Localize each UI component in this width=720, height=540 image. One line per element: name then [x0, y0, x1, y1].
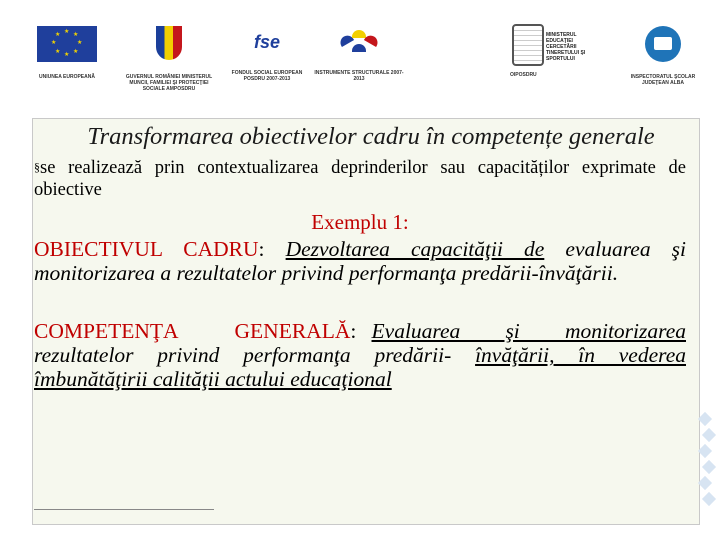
logo-caption: GUVERNUL ROMÂNIEI MINISTERUL MUNCII, FAMILIEI ŞI PROTECŢIEI SOCIALE AMPOSDRU	[125, 74, 213, 92]
logo-caption: INSPECTORATUL ŞCOLAR JUDEŢEAN ALBA	[630, 74, 696, 86]
competence-paragraph	[34, 319, 686, 391]
objective-text: evaluarea şi monitorizarea a rezultatelor privind performanţa predării-învăţării.	[34, 237, 687, 285]
logo-caption: INSTRUMENTE STRUCTURALE 2007-2013	[314, 70, 404, 82]
slide-content	[34, 118, 686, 391]
bullet-text: se realizează prin contextualizarea deprinderilor sau capacităților exprimate de obiective	[34, 158, 686, 200]
slide-title: Transformarea obiectivelor cadru în competențe generale	[87, 123, 655, 150]
logo-caption: UNIUNEA EUROPEANĂ	[39, 74, 95, 80]
objective-colon: :	[258, 237, 265, 261]
logo-bar	[0, 0, 720, 118]
ministry-building-icon	[512, 24, 544, 66]
ministry-name: MINISTERUL EDUCAŢIEI CERCETĂRII TINERETULUI ŞI SPORTULUI	[546, 32, 586, 62]
example-heading: Exemplu 1:	[311, 210, 409, 234]
competence-label: COMPETENŢA GENERALĂ	[34, 319, 351, 343]
government-crest-logo	[124, 22, 214, 92]
competence-highlight-2: învăţării, în vederea îmbunătăţirii calităţii actului educaţional	[34, 343, 686, 391]
structural-instruments-logo	[314, 22, 404, 82]
objective-paragraph	[34, 237, 686, 285]
decorative-diamonds	[700, 414, 716, 524]
bullet-point	[34, 156, 686, 201]
competence-colon: :	[350, 319, 357, 343]
logo-caption: FONDUL SOCIAL EUROPEAN POSDRU 2007-2013	[231, 70, 303, 82]
coat-of-arms-icon	[156, 26, 182, 60]
open-book-icon	[645, 26, 681, 62]
competence-highlight-1: Evaluarea şi monitorizarea	[371, 319, 686, 343]
objective-highlight: Dezvoltarea capacităţii de	[285, 237, 545, 261]
fse-logo	[222, 22, 312, 82]
fse-icon: fse	[253, 32, 280, 52]
bullet-marker-icon: §	[34, 160, 40, 174]
footer-divider	[34, 509, 214, 510]
inspectorate-logo	[618, 22, 708, 86]
structural-instruments-icon	[335, 22, 383, 62]
logo-caption: OIPOSDRU	[510, 72, 537, 78]
ministry-education-logo	[498, 22, 608, 78]
objective-label: OBIECTIVUL CADRU	[34, 237, 259, 261]
competence-text: rezultatelor privind performanţa predării-	[34, 343, 452, 367]
eu-flag-icon: ★ ★ ★ ★ ★ ★ ★ ★	[37, 26, 97, 62]
eu-flag-logo	[22, 22, 112, 80]
